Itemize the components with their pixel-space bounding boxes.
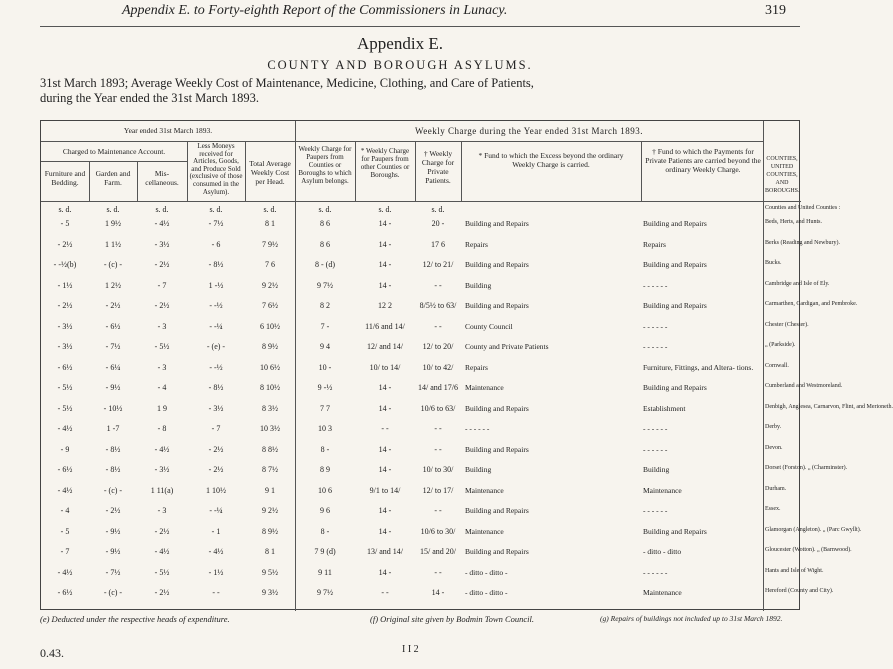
cell-private: - - (434, 321, 442, 331)
cell-fund2: Building and Repairs (643, 219, 707, 228)
cell-misc: - 2½ (154, 588, 170, 597)
cell-misc: - 4½ (154, 219, 170, 228)
cell-less: - 8½ (208, 260, 224, 269)
cell-misc: - 3 (157, 506, 167, 515)
signature-mark: I I 2 (402, 644, 419, 655)
cell-less: - - (212, 588, 220, 597)
col-fund-private: † Fund to which the Payments for Private Patients are carried beyond the ordinary Weekly Charge. (645, 147, 761, 174)
cell-pauper: 8 2 (320, 301, 330, 310)
cell-total: 9 5½ (262, 567, 278, 577)
col-rule (187, 141, 188, 201)
print-code: 0.43. (40, 646, 64, 660)
cell-pauper: 9 -½ (317, 383, 333, 392)
cell-other: 14 - (378, 260, 392, 269)
page-number: 319 (765, 3, 786, 18)
col-rule (763, 121, 764, 611)
cell-fund2: - ditto - ditto (643, 547, 682, 556)
cell-fund1: - ditto - ditto - (465, 567, 508, 577)
cell-less: - 7 (211, 424, 221, 433)
cell-county: Gloucester (Wotton). „ (Barnwood). (765, 547, 852, 553)
cell-gard: 1 9½ (105, 219, 121, 228)
cell-less: - 3½ (208, 403, 224, 413)
cell-pauper: 9 4 (320, 342, 330, 351)
cell-total: 8 8½ (262, 444, 278, 454)
cell-other: 14 - (378, 506, 392, 515)
cell-furn: - 5 (60, 526, 70, 536)
cell-furn: - 2½ (57, 239, 73, 249)
cell-private: - - (434, 506, 442, 515)
counties-heading: Counties and United Counties : (765, 205, 841, 211)
cell-less: - 1½ (208, 567, 224, 577)
cell-fund1: Building (465, 280, 492, 290)
cell-county: Devon. (765, 444, 783, 451)
cell-fund2: - - - - - - (643, 567, 668, 577)
col-garden: Garden and Farm. (95, 169, 131, 187)
cell-less: - 1 (211, 526, 221, 536)
cell-other: 14 - (378, 403, 392, 413)
cell-misc: - 8 (157, 424, 167, 433)
col-weekly-paupers: Weekly Charge for Paupers from Counties or Boroughs to which Asylum belongs. (298, 145, 352, 185)
cell-furn: - 6½ (57, 465, 73, 474)
cell-county: Cambridge and Isle of Ely. (765, 280, 830, 287)
col-fund-excess: * Fund to which the Excess beyond the ordinary Weekly Charge is carried. (478, 151, 624, 169)
cell-fund1: Building and Repairs (465, 506, 529, 515)
cell-gard: - 10½ (103, 403, 123, 413)
cell-pauper: 8 6 (320, 239, 330, 249)
cell-county: Cumberland and Westmoreland. (765, 383, 843, 389)
cell-gard: - 8½ (105, 444, 121, 454)
header-bottom-rule (41, 201, 801, 202)
cell-pauper: 7 - (320, 321, 330, 331)
cell-total: 9 2½ (262, 280, 278, 290)
cell-furn: - 6½ (57, 588, 73, 597)
cell-private: 20 - (431, 219, 445, 228)
cell-fund1: Building and Repairs (465, 547, 529, 556)
cell-gard: 1 1½ (105, 239, 121, 249)
cell-private: - - (434, 280, 442, 290)
cell-misc: - 3 (157, 362, 167, 372)
col-weekly-private: † Weekly Charge for Private Patients. (421, 149, 455, 185)
cell-gard: - 9½ (105, 526, 121, 536)
cell-private: 12/ to 20/ (422, 342, 454, 351)
cell-gard: 1 2½ (105, 280, 121, 290)
cell-less: - 7½ (208, 219, 224, 228)
cell-misc: 1 9 (157, 403, 167, 413)
unit-label: s. d. (58, 205, 72, 214)
cell-fund1: Building and Repairs (465, 444, 529, 454)
unit-label: s. d. (378, 205, 392, 214)
group-maintenance-heading: Charged to Maintenance Account. (62, 147, 166, 156)
cell-fund2: Furniture, Fittings, and Altera- tions. (643, 362, 754, 372)
group-year-heading: Year ended 31st March 1893. (123, 126, 213, 135)
cell-fund2: Building and Repairs (643, 383, 707, 392)
cell-county: Cornwall. (765, 362, 789, 369)
cell-less: - -½ (209, 362, 223, 372)
col-rule (137, 161, 138, 201)
cell-misc: - 3½ (154, 465, 170, 474)
cell-other: 14 - (378, 567, 392, 577)
cell-county: Essex. (765, 506, 781, 512)
col-total-average: Total Average Weekly Cost per Head. (249, 159, 291, 186)
cell-fund2: - - - - - - (643, 321, 668, 331)
cell-fund1: Maintenance (465, 485, 504, 495)
col-weekly-other: * Weekly Charge for Paupers from other Counties or Boroughs. (360, 147, 410, 179)
cell-fund1: Building (465, 465, 492, 474)
cell-pauper: 10 3 (318, 424, 332, 433)
cell-other: 14 - (378, 526, 392, 536)
cell-pauper: 9 7½ (317, 588, 333, 597)
cell-pauper: 8 6 (320, 219, 330, 228)
cell-total: 8 7½ (262, 465, 278, 474)
cell-pauper: 8 - (320, 444, 330, 454)
cell-fund2: Building and Repairs (643, 301, 707, 310)
cell-gard: - 6¼ (105, 362, 121, 372)
unit-label: s. d. (318, 205, 332, 214)
cell-other: 14 - (378, 219, 392, 228)
col-rule (461, 141, 462, 201)
cell-other: 14 - (378, 383, 392, 392)
cell-total: 7 6½ (262, 301, 278, 310)
cell-total: 9 3½ (262, 588, 278, 597)
cell-misc: - 2½ (154, 260, 170, 269)
cell-county: Derby. (765, 424, 782, 430)
group-rule (41, 141, 295, 142)
cell-private: 15/ and 20/ (420, 547, 456, 556)
unit-label: s. d. (209, 205, 223, 214)
table-description (40, 76, 800, 106)
cell-county: Glamorgan (Angleton). „ (Parc Gwyllt). (765, 526, 862, 533)
cell-pauper: 7 7 (320, 403, 330, 413)
cell-county: Carmarthen, Cardigan, and Pembroke. (765, 301, 858, 307)
cell-total: 9 1 (265, 485, 275, 495)
cell-gard: - 2½ (105, 506, 121, 515)
cell-fund1: - - - - - - (465, 424, 490, 433)
cell-fund1: County Council (465, 321, 513, 331)
cell-pauper: 9 11 (318, 567, 332, 577)
cell-misc: 1 11(a) (150, 485, 174, 495)
cell-county: Hants and Isle of Wight. (765, 567, 824, 574)
cell-total: 8 1 (265, 547, 275, 556)
cell-less: - (e) - (206, 342, 226, 351)
cell-private: 10/6 to 63/ (420, 403, 456, 413)
cell-fund2: Building (643, 465, 670, 474)
cell-fund1: County and Private Patients (465, 342, 549, 351)
cell-less: - 6 (211, 239, 221, 249)
cell-furn: - 3½ (57, 342, 73, 351)
group-weekly-charge-heading: Weekly Charge during the Year ended 31st March 1893. (414, 126, 644, 136)
cell-county: Durham. (765, 485, 787, 492)
footnote-e: (e) Deducted under the respective heads of expenditure. (40, 614, 230, 624)
unit-label: s. d. (106, 205, 120, 214)
cell-total: 6 10½ (260, 321, 280, 331)
cell-total: 10 3½ (260, 424, 280, 433)
cell-private: 14/ and 17/6 (418, 383, 458, 392)
cell-private: 8/5½ to 63/ (419, 301, 457, 310)
cell-total: 7 6 (265, 260, 275, 269)
cell-fund1: Maintenance (465, 526, 504, 536)
cell-fund2: - - - - - - (643, 506, 668, 515)
cell-less: - -¼ (209, 506, 223, 515)
cell-other: 14 - (378, 444, 392, 454)
cell-less: 1 10½ (206, 485, 226, 495)
cell-total: 9 2½ (262, 506, 278, 515)
cell-county: Denbigh, Anglesea, Carnarvon, Flint, and Merioneth. (765, 403, 893, 410)
unit-label: s. d. (155, 205, 169, 214)
cell-other: 9/1 to 14/ (369, 485, 401, 495)
cell-pauper: 8 - (d) (315, 260, 335, 269)
col-less-moneys: Less Moneys received for Articles, Goods, and Produce Sold (exclusive of those consumed in the Asylum). (189, 142, 243, 196)
cell-gard: - 2½ (105, 301, 121, 310)
cell-private: 17 6 (431, 239, 445, 249)
cell-pauper: 9 7½ (317, 280, 333, 290)
cell-pauper: 10 6 (318, 485, 332, 495)
cell-other: 13/ and 14/ (367, 547, 403, 556)
cell-fund1: Maintenance (465, 383, 504, 392)
cell-furn: - 7 (60, 547, 70, 556)
col-rule (245, 141, 246, 201)
cell-fund1: Building and Repairs (465, 301, 529, 310)
cell-misc: - 4½ (154, 547, 170, 556)
col-rule (415, 141, 416, 201)
cell-furn: - 5½ (57, 403, 73, 413)
cell-furn: - 4 (60, 506, 70, 515)
cell-county: Dorset (Forston). „ (Charminster). (765, 465, 848, 471)
cell-furn: - 4½ (57, 424, 73, 433)
cell-furn: - 6½ (57, 362, 73, 372)
cell-less: - 8½ (208, 383, 224, 392)
cell-county: „ (Parkside). (765, 342, 796, 348)
description-line-1: 31st March 1893; Average Weekly Cost of Maintenance, Medicine, Clothing, and Care of Patients, (40, 76, 534, 90)
cell-less: - 4½ (208, 547, 224, 556)
cell-furn: - 9 (60, 444, 70, 454)
running-header (0, 0, 800, 26)
cell-pauper: 7 9 (d) (314, 547, 336, 556)
cell-furn: - 4½ (57, 567, 73, 577)
cell-private: 12/ to 17/ (422, 485, 454, 495)
cell-misc: - 2½ (154, 526, 170, 536)
cell-other: 14 - (378, 465, 392, 474)
cell-private: 10/6 to 30/ (420, 526, 456, 536)
cell-less: - 2½ (208, 444, 224, 454)
cell-fund2: - - - - - - (643, 444, 668, 454)
cell-fund1: Repairs (465, 362, 488, 372)
col-counties: COUNTIES, UNITED COUNTIES, AND BOROUGHS. (765, 156, 800, 194)
col-rule (89, 161, 90, 201)
cell-pauper: 9 6 (320, 506, 330, 515)
cell-gard: - (c) - (103, 485, 123, 495)
cell-total: 8 10½ (260, 383, 280, 392)
cell-fund2: - - - - - - (643, 280, 668, 290)
running-title: Appendix E. to Forty-eighth Report of the Commissioners in Lunacy. (122, 3, 508, 18)
cell-private: 12/ to 21/ (422, 260, 454, 269)
appendix-title: Appendix E. (357, 34, 443, 53)
cell-other: 14 - (378, 239, 392, 249)
cost-table (40, 120, 893, 610)
footnote-g: (g) Repairs of buildings not included up to 31st March 1892. (600, 614, 783, 623)
cell-fund1: Building and Repairs (465, 403, 529, 413)
cell-gard: - (c) - (103, 588, 123, 597)
cell-county: Bucks. (765, 260, 782, 266)
cell-furn: - -½(b) (53, 260, 77, 269)
cell-misc: - 3 (157, 321, 167, 331)
header-rule (40, 26, 800, 27)
cell-other: 10/ to 14/ (369, 362, 401, 372)
cell-total: 7 9½ (262, 239, 278, 249)
cell-total: 8 3½ (262, 403, 278, 413)
cell-other: - - (381, 424, 389, 433)
cell-misc: - 2½ (154, 301, 170, 310)
cell-county: Chester (Chester). (765, 321, 809, 328)
cell-other: 12 2 (378, 301, 392, 310)
group-rule (295, 141, 763, 142)
cell-less: - 2½ (208, 465, 224, 474)
cell-fund2: - - - - - - (643, 424, 668, 433)
cell-county: Beds, Herts, and Hunts. (765, 219, 822, 225)
cell-county: Hereford (County and City). (765, 588, 834, 594)
col-rule (641, 141, 642, 201)
cell-misc: - 4 (157, 383, 167, 392)
group-rule (41, 161, 187, 162)
cell-gard: - 7½ (105, 567, 121, 577)
cell-gard: - 6½ (105, 321, 121, 331)
cell-other: 11/6 and 14/ (365, 321, 405, 331)
cell-pauper: 8 9 (320, 465, 330, 474)
cell-other: - - (381, 588, 389, 597)
cell-gard: - 9½ (105, 547, 121, 556)
cell-furn: - 5 (60, 219, 70, 228)
col-furniture: Furniture and Bedding. (44, 169, 86, 187)
cell-fund1: - ditto - ditto - (465, 588, 508, 597)
cell-fund1: Repairs (465, 239, 488, 249)
cell-misc: - 5½ (154, 567, 170, 577)
cell-less: - -¼ (209, 321, 223, 331)
cell-fund2: - - - - - - (643, 342, 668, 351)
cell-total: 8 9½ (262, 342, 278, 351)
cell-gard: - (c) - (103, 260, 123, 269)
cell-total: 8 9½ (262, 526, 278, 536)
cell-fund2: Building and Repairs (643, 260, 707, 269)
cell-furn: - 3½ (57, 321, 73, 331)
cell-gard: - 8½ (105, 465, 121, 474)
cell-fund2: Building and Repairs (643, 526, 707, 536)
section-subtitle: COUNTY AND BOROUGH ASYLUMS. (267, 58, 533, 72)
cell-furn: - 5½ (57, 383, 73, 392)
unit-label: s. d. (263, 205, 277, 214)
cell-less: 1 -½ (208, 280, 224, 290)
cell-gard: - 7½ (105, 342, 121, 351)
cell-pauper: 10 - (318, 362, 332, 372)
cell-other: 12/ and 14/ (367, 342, 403, 351)
cell-private: - - (434, 424, 442, 433)
description-line-2: during the Year ended the 31st March 1893. (40, 91, 260, 105)
col-rule (355, 141, 356, 201)
cell-private: - - (434, 567, 442, 577)
cell-misc: - 3½ (154, 239, 170, 249)
cell-total: 8 1 (265, 219, 275, 228)
col-miscellaneous: Mis- cellaneous. (145, 169, 179, 187)
cell-fund1: Building and Repairs (465, 219, 529, 228)
cell-misc: - 7 (157, 280, 167, 290)
unit-label: s. d. (431, 205, 445, 214)
cell-fund2: Maintenance (643, 588, 682, 597)
cell-private: 14 - (431, 588, 445, 597)
cell-private: - - (434, 444, 442, 454)
cell-furn: - 1½ (57, 280, 73, 290)
cell-furn: - 2½ (57, 301, 73, 310)
cell-gard: - 9½ (105, 383, 121, 392)
cell-total: 10 6½ (260, 362, 280, 372)
cell-private: 10/ to 42/ (422, 362, 454, 372)
cell-county: Berks (Reading and Newbury). (765, 239, 840, 246)
cell-private: 10/ to 30/ (422, 465, 454, 474)
cell-fund1: Building and Repairs (465, 260, 529, 269)
cell-fund2: Repairs (643, 239, 666, 249)
cell-misc: - 4½ (154, 444, 170, 454)
footnote-f: (f) Original site given by Bodmin Town Council. (370, 614, 535, 624)
cell-fund2: Maintenance (643, 485, 682, 495)
cell-gard: 1 -7 (106, 424, 120, 433)
cell-furn: - 4½ (57, 485, 73, 495)
cell-fund2: Establishment (643, 403, 686, 413)
cell-pauper: 8 - (320, 526, 330, 536)
cell-other: 14 - (378, 280, 392, 290)
cell-misc: - 5½ (154, 342, 170, 351)
cell-less: - -½ (209, 301, 223, 310)
